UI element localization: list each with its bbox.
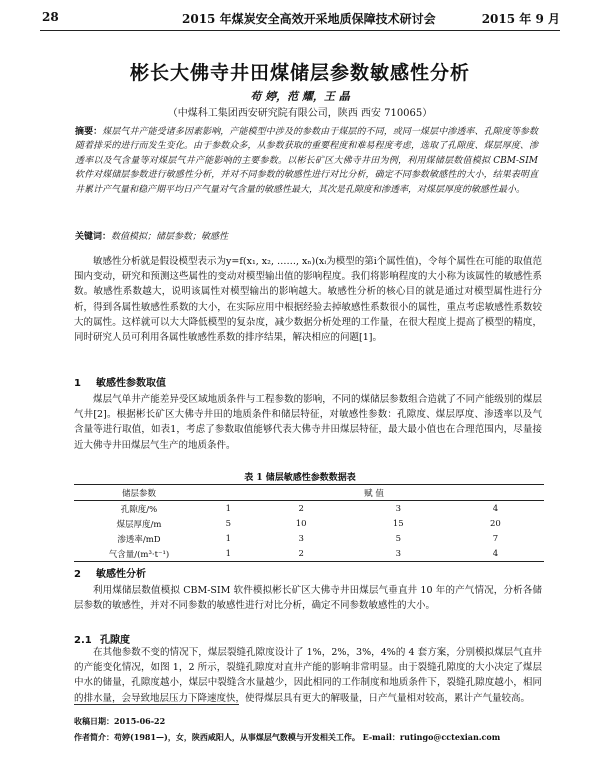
abstract-text: 煤层气井产能受诸多因素影响，产能模型中涉及的参数由于煤层的不同，或同一煤层中渗透率、孔隙度等参数随着排采的进行而发生变化。由于参数众多，从参数获取的重要程度和难易程度考虑，选取了孔隙度、煤层厚度、渗透率以及气含量等对煤层气井产能影响的主要参数。以彬长矿区大佛寺井田为例，利用煤储层数值模拟 CBM-SIM 软件对煤储层参数进行敏感性分析，并对不同参数的敏感性进行对比分析，确定不同参数敏感性的大小，结果表明直井累计产气量和稳产期平均日产气量对气含量的敏感性最大，其次是孔隙度和渗透率，对煤层厚度的敏感性最小。 xyxy=(75,127,538,195)
table-cell: 2 xyxy=(253,546,350,562)
table-cell: 20 xyxy=(490,518,501,529)
table-cell: 3 xyxy=(395,503,401,514)
table-cell: 2 xyxy=(298,503,304,514)
row-label: 气含量/(m³·t⁻¹) xyxy=(74,546,204,562)
table-cell: 5 xyxy=(395,533,401,544)
section-2-1-number: 2.1 xyxy=(74,635,92,646)
paper-authors: 苟 婷，范 耀，王 晶 xyxy=(250,90,350,103)
footnote-author-info: 作者简介：苟婷(1981—)，女，陕西咸阳人，从事煤层气数模与开发相关工作。 E-mail：rutingo@cctexian.com xyxy=(74,732,501,742)
table-row xyxy=(74,516,544,531)
section-2-number: 2 xyxy=(74,569,81,580)
section-2-paragraph: 利用煤储层数值模拟 CBM-SIM 软件模拟彬长矿区大佛寺井田煤层气垂直井 10 年的产气情况，分析各储层参数的敏感性，并对不同参数的敏感性进行对比分析，确定不同参数敏感性的大小。 xyxy=(74,585,542,612)
table-cell: 7 xyxy=(492,533,499,544)
abstract-label: 摘要： xyxy=(75,127,103,137)
table-header-values: 赋 值 xyxy=(204,485,544,501)
section-1-heading xyxy=(74,374,166,389)
keywords xyxy=(75,229,538,242)
paper-title: 彬长大佛寺井田煤储层参数敏感性分析 xyxy=(129,62,470,84)
table-row xyxy=(74,531,544,546)
footnote-received: 收稿日期：2015-06-22 xyxy=(74,716,166,726)
page-number: 28 xyxy=(42,10,59,24)
table-header-row xyxy=(74,485,544,501)
keywords-label: 关键词： xyxy=(75,232,112,242)
keywords-text: 数值模拟；储层参数；敏感性 xyxy=(111,232,229,242)
table-cell: 15 xyxy=(392,518,404,529)
table-cell: 5 xyxy=(225,518,232,529)
table-header-param: 储层参数 xyxy=(74,485,204,501)
section-1-title: 敏感性参数取值 xyxy=(96,378,166,389)
table-cell: 4 xyxy=(492,503,499,514)
section-1-number: 1 xyxy=(74,378,81,389)
intro-paragraph: 敏感性分析就是假设模型表示为y=f(x₁, x₂, ……, xₙ)(xᵢ为模型的第i个属性值)，令每个属性在可能的取值范围内变动，研究和预测这些属性的变动对模型输出值的影响程度。我们将影响程度的大小称为该属性的敏感性系数。敏感性系数越大，说明该属性对模型输出的影响越大。敏感性分析的核心目的就是通过对模型属性进行分析，得到各属性敏感性系数的大小，在实际应用中根据经验去掉敏感性系数很小的属性，重点考虑敏感性系数较大的属性。这样就可以大大降低模型的复杂度，减少数据分析处理的工作量，在很大程度上提高了模型的精度，同时研究人员可利用各属性敏感性系数的排序结果，解决相应的问题[1]。 xyxy=(74,256,542,344)
table-row xyxy=(74,501,544,517)
table-cell: 4 xyxy=(447,546,544,562)
running-header xyxy=(42,10,560,30)
table-cell: 3 xyxy=(298,533,304,544)
table-cell: 1 xyxy=(225,503,232,514)
section-2-1-title: 孔隙度 xyxy=(100,635,130,646)
row-label: 孔隙度/% xyxy=(120,504,158,515)
table-1 xyxy=(74,484,544,562)
table-1-caption: 表 1 储层敏感性参数数据表 xyxy=(244,473,356,483)
issue-date: 2015 年 9 月 xyxy=(481,12,560,26)
table-cell: 1 xyxy=(225,533,232,544)
table-cell: 10 xyxy=(295,518,307,529)
conference-name: 2015 年煤炭安全高效开采地质保障技术研讨会 xyxy=(182,12,436,26)
table-cell: 3 xyxy=(350,546,447,562)
table-row xyxy=(74,546,544,562)
row-label: 渗透率/mD xyxy=(117,534,161,545)
header-rule xyxy=(40,30,560,31)
section-2-heading xyxy=(74,565,146,580)
table-cell: 1 xyxy=(204,546,253,562)
footnote-rule xyxy=(74,704,239,705)
author-affiliation: （中煤科工集团西安研究院有限公司，陕西 西安 710065） xyxy=(167,108,433,119)
abstract xyxy=(75,125,538,197)
row-label: 煤层厚度/m xyxy=(116,519,162,530)
section-1-paragraph: 煤层气单井产能差异受区域地质条件与工程参数的影响，不同的煤储层参数组合造就了不同产能级别的煤层气井[2]。根据彬长矿区大佛寺井田的地质条件和储层特征，对敏感性参数：孔隙度、煤层厚度、渗透率以及气含量等进行取值，如表1，考虑了参数取值能够代表大佛寺井田煤层特征，最大最小值也在合理范围内，尽量接近大佛寺井田煤层气生产的地质条件。 xyxy=(74,394,542,451)
section-2-title: 敏感性分析 xyxy=(96,569,146,580)
section-2-1-heading xyxy=(74,631,130,646)
section-2-1-paragraph: 在其他参数不变的情况下，煤层裂缝孔隙度设计了 1%，2%，3%，4%的 4 套方案，分别模拟煤层气直井的产能变化情况，如图 1，2 所示，裂缝孔隙度对直井产能的影响非常明显。由于裂缝孔隙度的大小决定了煤层中水的储量，孔隙度越小，煤层中裂缝含水量越少，因此相同的工作制度和地质条件下，裂缝孔隙度越小，相同的排水量，会导致地层压力下降速度快，使得煤层具有更大的解吸量，日产气量相对较高，累计产气量较高。 xyxy=(74,647,542,704)
